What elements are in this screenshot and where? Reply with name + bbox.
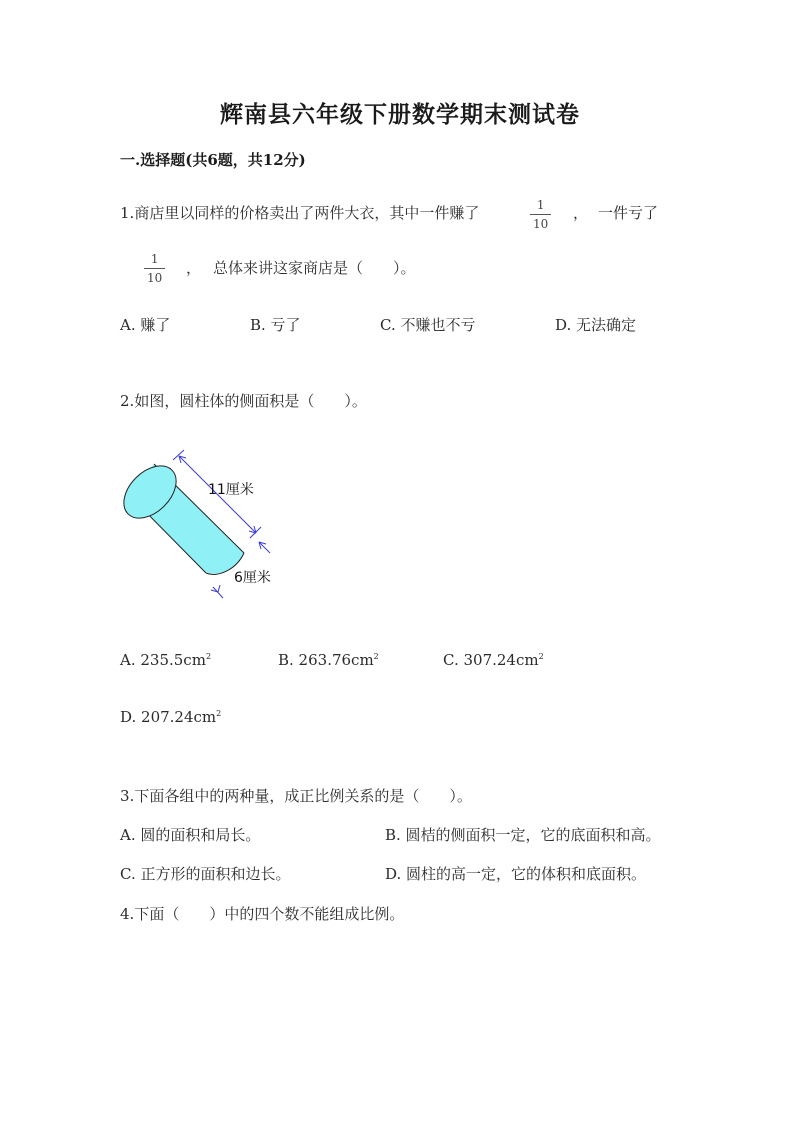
q3-option-a: A. 圆的面积和局长。 [120,826,261,844]
length-label: 11厘米 [208,482,254,498]
q1-fraction-1 [530,198,551,231]
q2-line [120,390,367,411]
q3-option-d: D. 圆柱的高一定，它的体积和底面积。 [385,865,647,883]
q4-text: 下面（ ）中的四个数不能组成比例。 [134,905,405,923]
q2-option-d: D. $207.24cm^2$ [120,708,222,726]
q1-fraction-2 [144,252,165,285]
q1-line1 [120,202,479,223]
q3-text: 下面各组中的两种量，成正比例关系的是（ ）。 [134,787,472,805]
q1-option-c: C. 不赚也不亏 [380,316,476,334]
cylinder-shape [114,456,244,574]
page-title: 辉南县六年级下册数学期末测试卷 [220,101,580,128]
q1-option-b: B. 亏了 [250,316,301,334]
q1-text-part3: 总体来讲这家商店是（ ）。 [213,259,416,277]
q2-option-a: A. $235.5cm^2$ [120,651,212,669]
q1-frac1-numerator: 1 [536,198,545,212]
q4-line [120,903,404,924]
q3-number: 3. [120,787,135,805]
q3-option-c: C. 正方形的面积和边长。 [120,865,291,883]
q1-frac2-denominator: 10 [144,268,165,285]
q2-number: 2. [120,392,135,410]
q1-text-part2: 一件亏了 [598,204,659,222]
q3-option-b: B. 圆桔的侧面积一定，它的底面积和高。 [385,826,661,844]
cylinder-figure [110,440,310,610]
q1-comma-1: ， [573,204,589,222]
q1-frac1-denominator: 10 [530,214,551,231]
q1-option-d: D. 无法确定 [555,316,637,334]
q2-option-c: C. $307.24cm^2$ [443,651,544,669]
q3-line [120,785,472,806]
section-heading: 一.选择题(共6题，共12分) [120,151,306,169]
diameter-label: 6厘米 [234,570,271,586]
q1-number: 1. [120,204,135,222]
q2-option-b: B. $263.76cm^2$ [278,651,379,669]
q4-number: 4. [120,905,135,923]
q1-comma-2: ， [186,259,202,277]
q1-option-a: A. 赚了 [120,316,171,334]
q1-text-part1: 商店里以同样的价格卖出了两件大衣，其中一件赚了 [134,204,480,222]
q2-text: 如图，圆柱体的侧面积是（ ）。 [134,392,367,410]
q1-frac2-numerator: 1 [150,252,159,266]
